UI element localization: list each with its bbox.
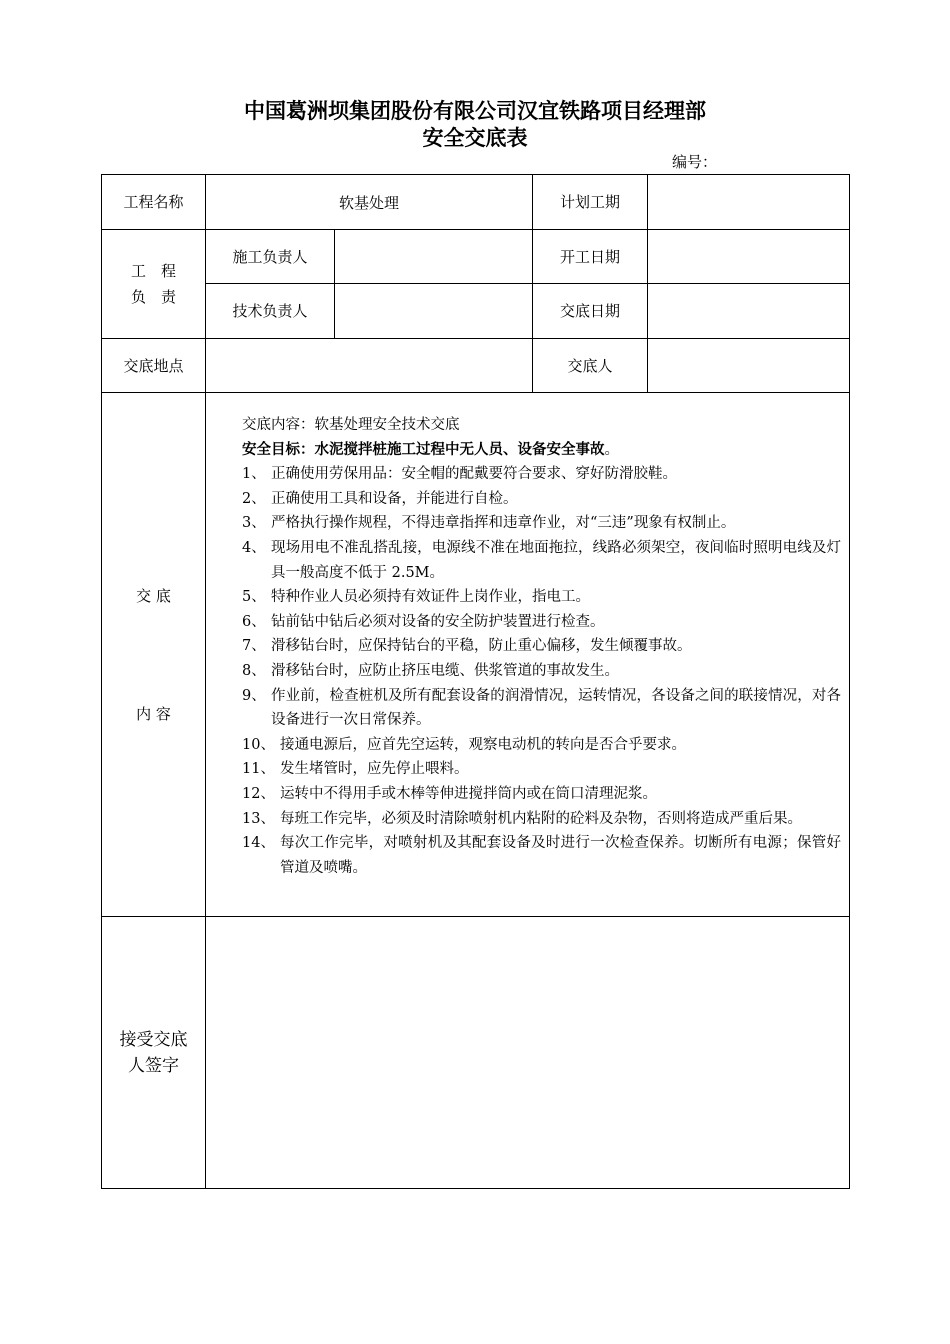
row-location	[102, 339, 850, 393]
document-title: 中国葛洲坝集团股份有限公司汉宜铁路项目经理部	[244, 99, 706, 123]
content-item-text: 钻前钻中钻后必须对设备的安全防护装置进行检查。	[271, 613, 605, 630]
content-item	[242, 610, 841, 635]
content-item	[242, 733, 841, 758]
project-name-label: 工程名称	[102, 175, 206, 230]
briefer-value[interactable]	[648, 339, 850, 393]
construction-lead-value[interactable]	[335, 230, 533, 284]
content-item-text: 现场用电不准乱搭乱接，电源线不准在地面拖拉，线路必须架空，夜间临时照明电线及灯具一般高度不低于 2.5M。	[271, 539, 842, 581]
content-item	[242, 684, 841, 733]
content-item-text: 正确使用工具和设备，并能进行自检。	[271, 490, 518, 507]
content-item	[242, 536, 841, 585]
briefing-content	[206, 393, 850, 917]
row-signature	[102, 917, 850, 1189]
content-item-text: 接通电源后，应首先空运转，观察电动机的转向是否合乎要求。	[280, 736, 686, 753]
start-date-value[interactable]	[648, 230, 850, 284]
content-item	[242, 487, 841, 512]
content-item-number: 3、	[242, 515, 266, 532]
briefing-date-value[interactable]	[648, 284, 850, 339]
content-item-number: 6、	[242, 613, 266, 630]
content-item-number: 13、	[242, 810, 275, 827]
content-item-text: 滑移钻台时，应防止挤压电缆、供浆管道的事故发生。	[271, 662, 619, 679]
content-item	[242, 782, 841, 807]
content-item-number: 12、	[242, 785, 275, 802]
document-subtitle: 安全交底表	[422, 126, 528, 150]
content-label-line1: 交 底	[136, 586, 171, 605]
content-item-number: 4、	[242, 539, 266, 556]
signature-area[interactable]	[206, 917, 850, 1189]
project-lead-label-line1: 工 程	[130, 262, 176, 280]
content-item	[242, 462, 841, 487]
briefer-label: 交底人	[533, 339, 648, 393]
content-label-line2: 内 容	[136, 704, 171, 723]
content-item-number: 11、	[242, 761, 275, 778]
signature-label	[102, 917, 206, 1189]
content-goal-end: 。	[604, 441, 619, 458]
content-item-number: 5、	[242, 589, 266, 606]
content-item-text: 每班工作完毕，必须及时清除喷射机内粘附的砼料及杂物，否则将造成严重后果。	[280, 810, 802, 827]
project-lead-label-line2: 负 责	[130, 288, 176, 306]
briefing-date-label: 交底日期	[533, 284, 648, 339]
content-item-text: 运转中不得用手或木棒等伸进搅拌筒内或在筒口清理泥浆。	[280, 785, 657, 802]
content-item-list	[242, 462, 841, 880]
content-item-text: 正确使用劳保用品：安全帽的配戴要符合要求、穿好防滑胶鞋。	[271, 466, 677, 483]
planned-period-label: 计划工期	[533, 175, 648, 230]
row-project-name	[102, 175, 850, 230]
content-item-text: 滑移钻台时，应保持钻台的平稳，防止重心偏移，发生倾覆事故。	[271, 638, 692, 655]
signature-label-line2: 人签字	[128, 1055, 179, 1076]
content-item-text: 作业前，检查桩机及所有配套设备的润滑情况，运转情况，各设备之间的联接情况，对各设备进行一次日常保养。	[271, 687, 842, 729]
technical-lead-value[interactable]	[335, 284, 533, 339]
project-lead-label	[102, 230, 206, 339]
project-name-value[interactable]: 软基处理	[206, 175, 533, 230]
content-item-number: 1、	[242, 466, 266, 483]
planned-period-value[interactable]	[648, 175, 850, 230]
content-item-text: 特种作业人员必须持有效证件上岗作业，指电工。	[271, 589, 590, 606]
content-item	[242, 634, 841, 659]
content-item-text: 每次工作完毕，对喷射机及其配套设备及时进行一次检查保养。切断所有电源；保管好管道及喷嘴。	[280, 835, 842, 876]
start-date-label: 开工日期	[533, 230, 648, 284]
content-item-number: 2、	[242, 490, 266, 507]
content-label	[102, 393, 206, 917]
briefing-form-table	[101, 174, 850, 1189]
content-goal: 安全目标：水泥搅拌桩施工过程中无人员、设备安全事故	[242, 440, 605, 458]
row-content	[102, 393, 850, 917]
content-item-number: 14、	[242, 835, 275, 852]
content-item	[242, 585, 841, 610]
row-technical-lead	[102, 284, 850, 339]
construction-lead-label: 施工负责人	[206, 230, 335, 284]
row-construction-lead	[102, 230, 850, 284]
content-item-number: 8、	[242, 662, 266, 679]
content-item-number: 9、	[242, 687, 266, 704]
serial-number-label: 编号：	[672, 153, 718, 171]
content-item	[242, 659, 841, 684]
content-item-text: 严格执行操作规程，不得违章指挥和违章作业，对“三违”现象有权制止。	[271, 515, 736, 532]
signature-label-line1: 接受交底	[119, 1029, 188, 1050]
content-item-text: 发生堵管时，应先停止喂料。	[280, 761, 469, 778]
content-item	[242, 807, 841, 832]
content-intro: 交底内容：软基处理安全技术交底	[242, 417, 460, 433]
content-goal-line	[242, 438, 841, 463]
content-item	[242, 757, 841, 782]
location-label: 交底地点	[102, 339, 206, 393]
technical-lead-label: 技术负责人	[206, 284, 335, 339]
content-item	[242, 831, 841, 880]
content-item-number: 10、	[242, 736, 275, 753]
content-item-number: 7、	[242, 638, 266, 655]
content-item	[242, 511, 841, 536]
location-value[interactable]	[206, 339, 533, 393]
